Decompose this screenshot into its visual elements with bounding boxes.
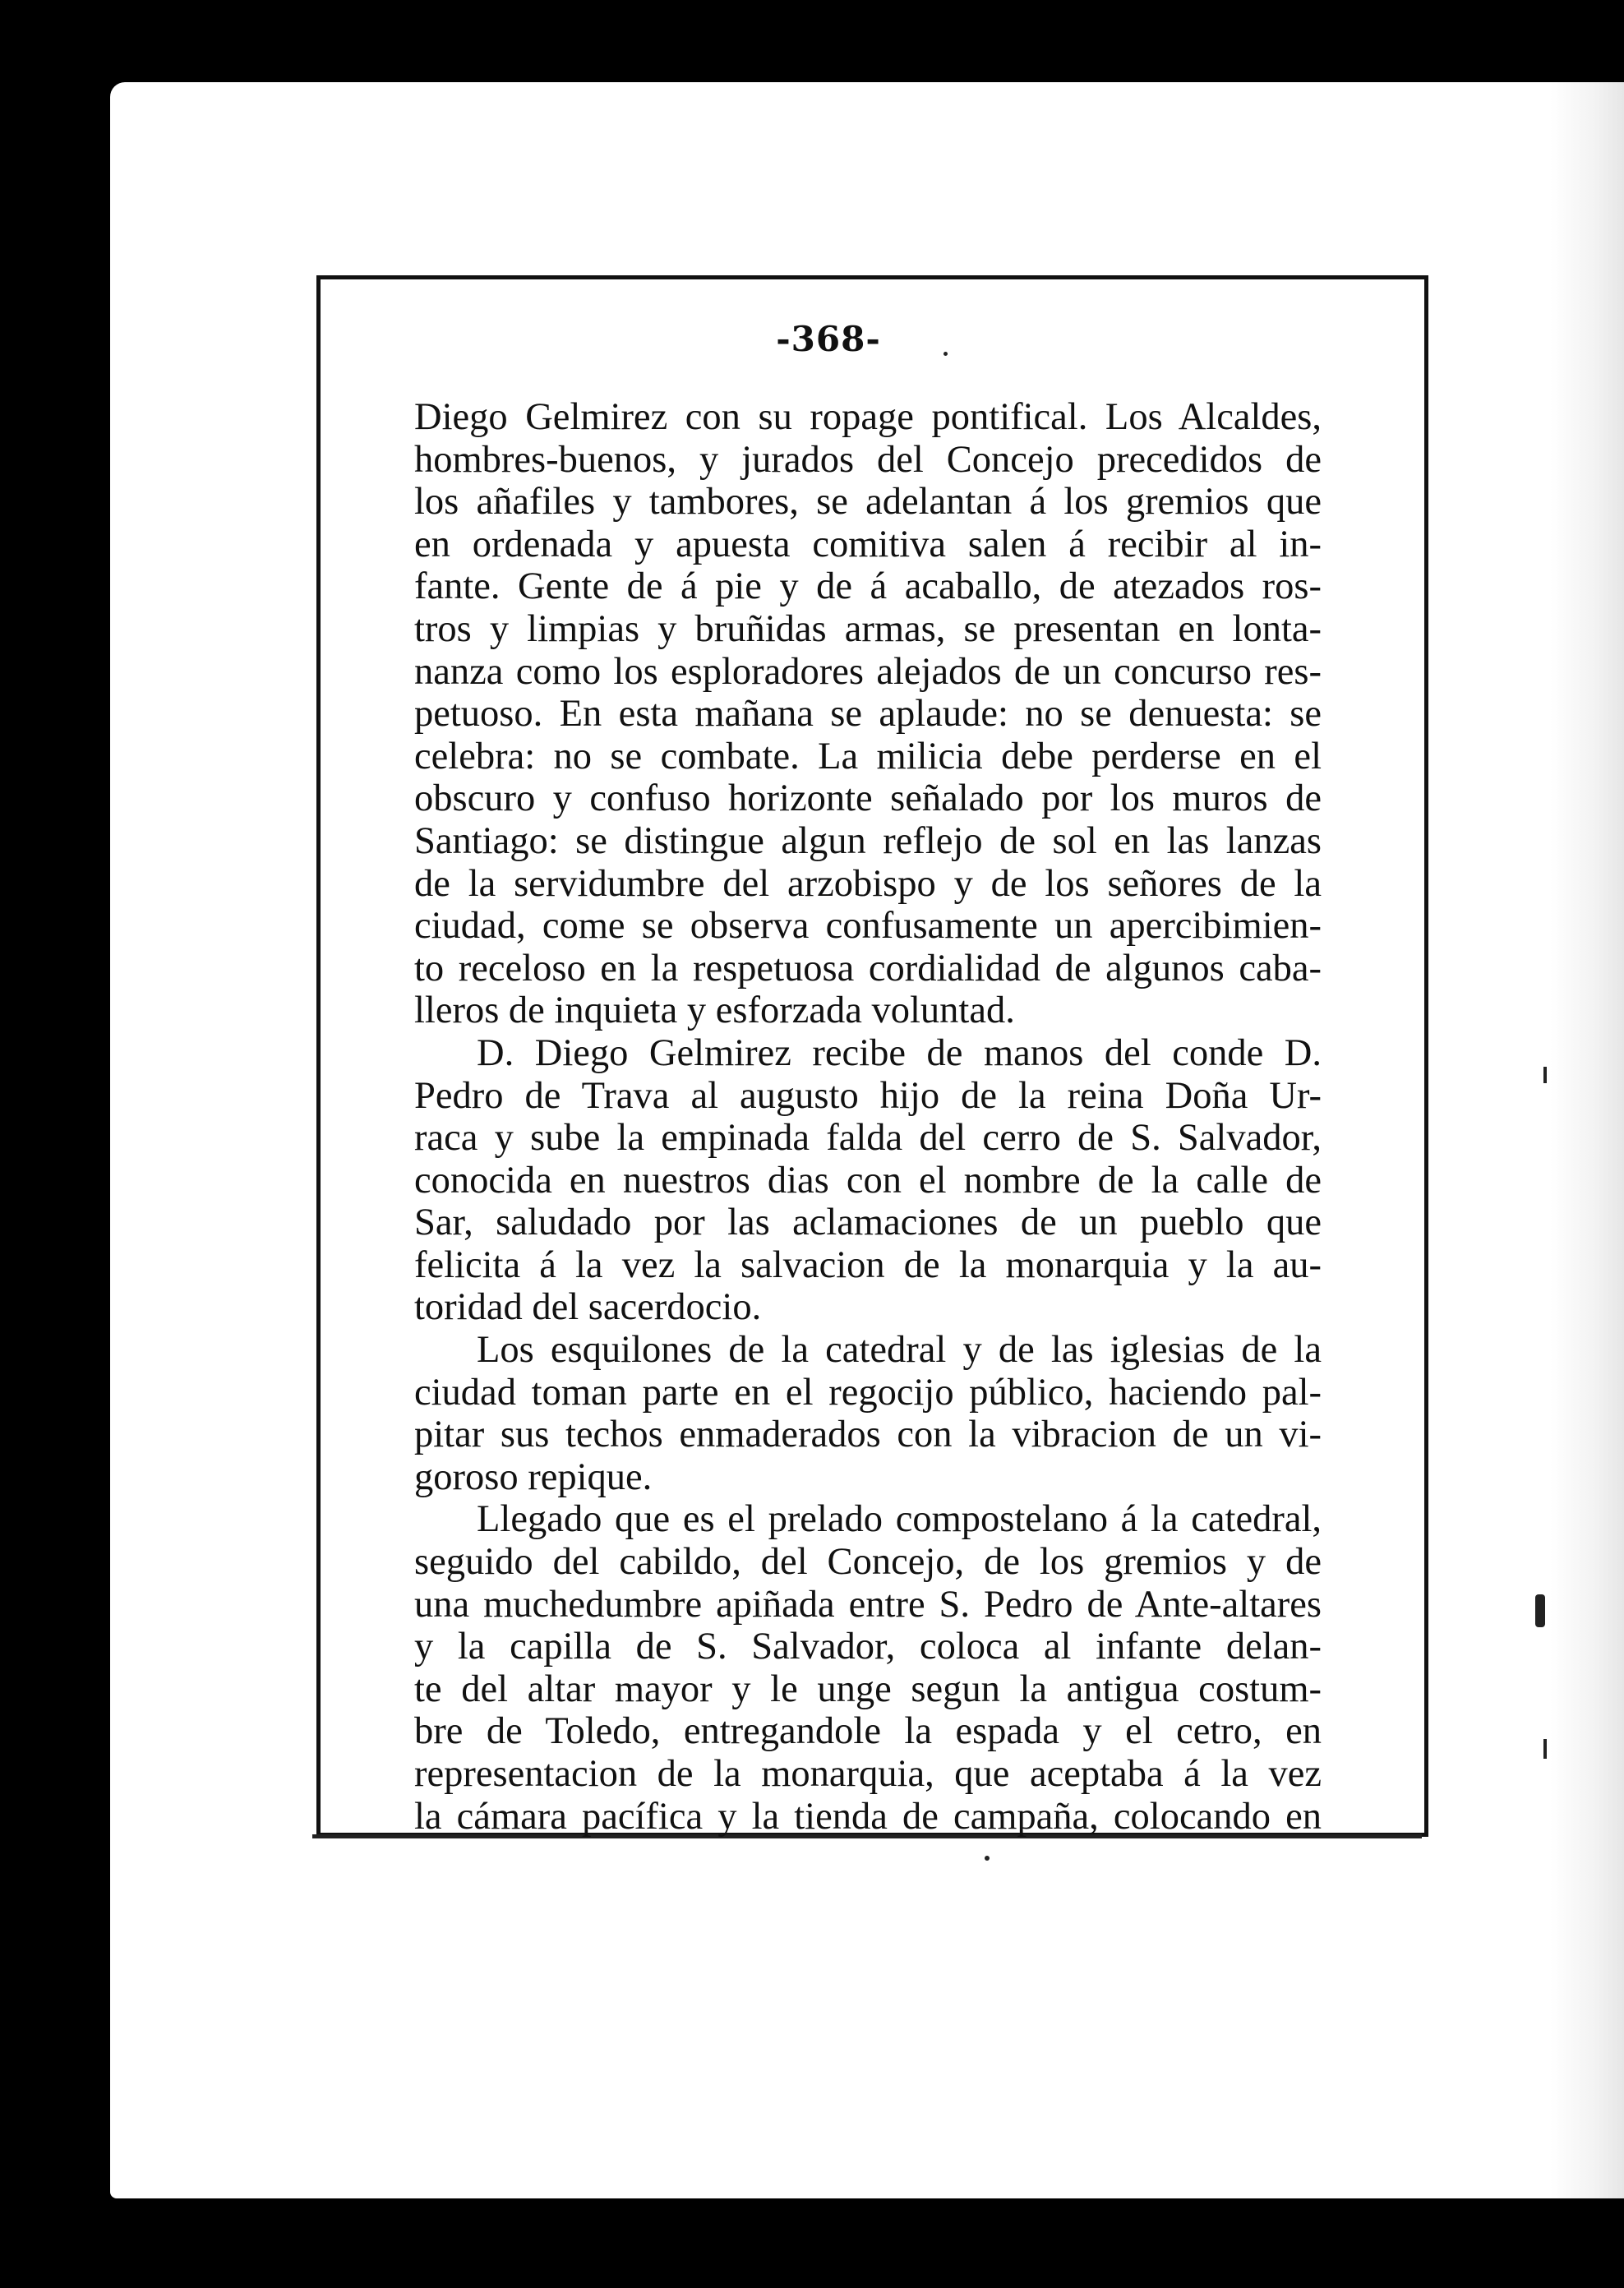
text-line: los añafiles y tambores, se adelantan á los gremios que [414, 481, 1322, 524]
text-line: te del altar mayor y le unge segun la antigua costum- [414, 1668, 1322, 1710]
text-line: en ordenada y apuesta comitiva salen á recibir al in- [414, 523, 1322, 565]
ink-speck [943, 352, 948, 356]
page-number: -368- [776, 319, 881, 359]
text-line: tros y limpias y bruñidas armas, se presentan en lonta- [414, 607, 1322, 650]
text-line: to receloso en la respetuosa cordialidad de algunos caba- [414, 947, 1322, 989]
paragraph-1 [414, 396, 1322, 1032]
text-line: pitar sus techos enmaderados con la vibracion de un vi- [414, 1414, 1322, 1456]
text-line: Llegado que es el prelado compostelano á la catedral, [477, 1498, 1322, 1541]
text-line: Diego Gelmirez con su ropage pontifical. Los Alcaldes, [414, 396, 1322, 438]
text-line: de la servidumbre del arzobispo y de los señores de la [414, 862, 1322, 905]
text-line: petuoso. En esta mañana se aplaude: no se denuesta: se [414, 693, 1322, 736]
ink-speck [1543, 1067, 1547, 1083]
paragraph-3 [414, 1329, 1322, 1498]
page-edge-shadow [1550, 82, 1624, 2198]
text-line: Sar, saludado por las aclamaciones de un pueblo que [414, 1202, 1322, 1244]
ink-speck [1543, 1739, 1547, 1759]
text-line: la cámara pacífica y la tienda de campaña, colocando en [414, 1795, 1322, 1838]
text-line: D. Diego Gelmirez recibe de manos del conde D. [477, 1031, 1322, 1074]
text-line: y la capilla de S. Salvador, coloca al infante delan- [414, 1626, 1322, 1668]
text-line: bre de Toledo, entregandole la espada y el cetro, en [414, 1710, 1322, 1753]
text-line: hombres-buenos, y jurados del Concejo precedidos de [414, 438, 1322, 481]
text-line: fante. Gente de á pie y de á acaballo, de atezados ros- [414, 565, 1322, 608]
text-line: conocida en nuestros dias con el nombre de la calle de [414, 1159, 1322, 1202]
text-line: una muchedumbre apiñada entre S. Pedro de Ante-altares [414, 1583, 1322, 1626]
paragraph-2 [414, 1032, 1322, 1329]
text-line: felicita á la vez la salvacion de la monarquia y la au- [414, 1243, 1322, 1286]
text-line: raca y sube la empinada falda del cerro de S. Salvador, [414, 1117, 1322, 1160]
text-line: ciudad toman parte en el regocijo público, haciendo pal- [414, 1371, 1322, 1414]
text-line: ciudad, come se observa confusamente un apercibimien- [414, 905, 1322, 948]
text-line: Los esquilones de la catedral y de las iglesias de la [477, 1329, 1322, 1372]
text-line: goroso repique. [414, 1455, 653, 1498]
text-line: nanza como los esploradores alejados de un concurso res- [414, 650, 1322, 693]
text-line: representacion de la monarquia, que aceptaba á la vez [414, 1753, 1322, 1795]
ink-speck [1535, 1594, 1545, 1627]
text-line: Santiago: se distingue algun reflejo de sol en las lanzas [414, 819, 1322, 862]
paragraph-4 [414, 1498, 1322, 1838]
text-line: obscuro y confuso horizonte señalado por los muros de [414, 777, 1322, 820]
body-text [414, 396, 1322, 1838]
text-line: Pedro de Trava al augusto hijo de la reina Doña Ur- [414, 1074, 1322, 1117]
text-line: celebra: no se combate. La milicia debe perderse en el [414, 735, 1322, 777]
text-line: seguido del cabildo, del Concejo, de los gremios y de [414, 1541, 1322, 1584]
ink-speck [985, 1856, 990, 1861]
text-line: lleros de inquieta y esforzada voluntad. [414, 989, 1015, 1032]
text-line: toridad del sacerdocio. [414, 1286, 762, 1329]
